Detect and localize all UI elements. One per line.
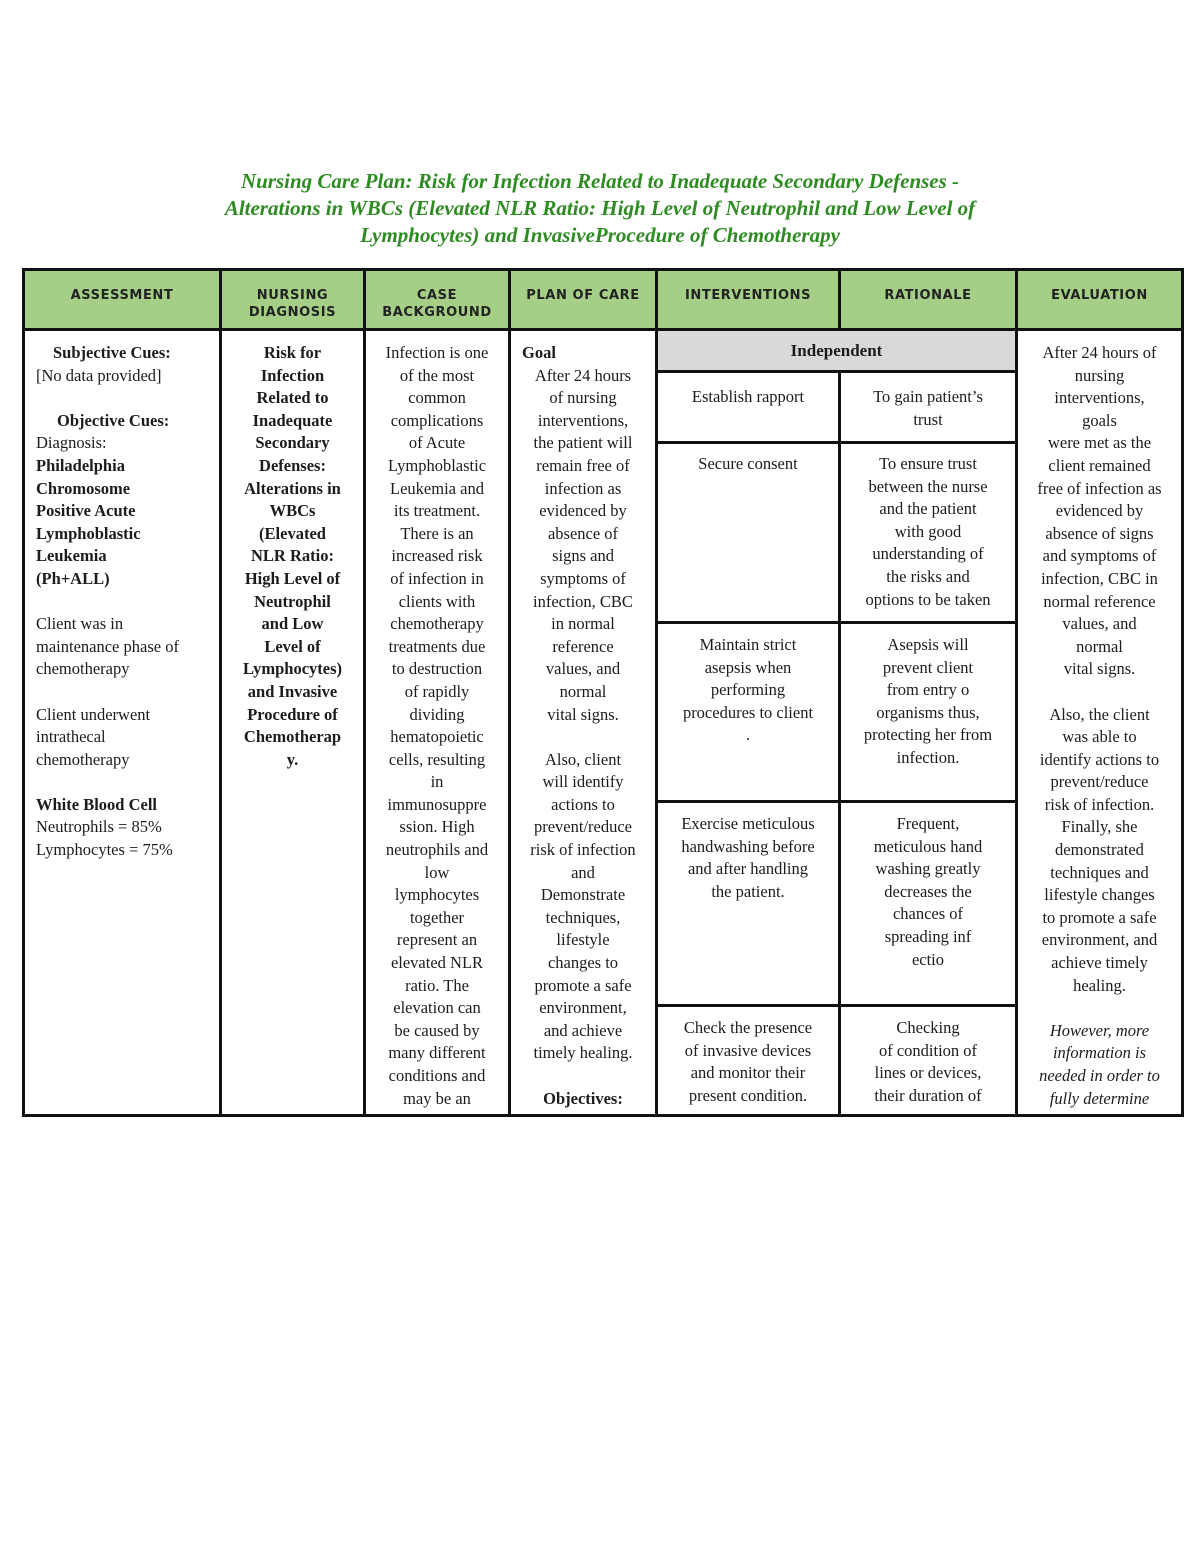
also-text (515, 749, 651, 1065)
text-line: and Invasive (247, 681, 338, 701)
text-line: the patient. (711, 881, 785, 901)
text-line: To ensure trust (879, 454, 977, 473)
intervention-cell (658, 453, 838, 618)
text-line: to destruction (391, 659, 483, 679)
text-line: elevated NLR (390, 953, 484, 973)
assessment-body (25, 331, 219, 1114)
text-line: Secondary (255, 433, 330, 453)
text-line: present condition. (688, 1085, 808, 1105)
text-line: NLR Ratio: (251, 546, 334, 566)
diagnosis-header (222, 271, 363, 331)
text-line: identify actions to (1039, 749, 1160, 769)
plan-of-care-column (511, 271, 658, 1114)
text-line: organisms thus, (876, 702, 980, 722)
neutrophils-value: Neutrophils = 85% (36, 817, 162, 837)
text-line: nursing (1074, 365, 1125, 385)
evaluation-text (1022, 342, 1177, 681)
text-line: many different (388, 1043, 486, 1063)
text-line: achieve timely (1051, 953, 1148, 973)
text-line: values, and (1062, 614, 1137, 634)
text-line: free of infection as (1037, 478, 1162, 498)
text-line: symptoms of (540, 568, 626, 588)
row-divider (658, 621, 1015, 624)
text-line: vital signs. (547, 704, 619, 724)
text-line: timely healing. (533, 1043, 633, 1063)
text-line: Lymphocytes) (243, 659, 342, 679)
row-divider (658, 1004, 1015, 1007)
text-line: Related to (256, 388, 329, 408)
text-line: and monitor their (690, 1063, 806, 1083)
evaluation-note (1022, 1020, 1177, 1110)
text-line: low (424, 862, 450, 882)
text-line: neutrophils and (385, 840, 489, 860)
text-line: Risk for (263, 343, 322, 362)
plan-of-care-header-label: PLAN OF CARE (526, 288, 640, 303)
rationale-cell (841, 386, 1015, 439)
text-line: lifestyle changes (1044, 885, 1155, 905)
page-title (100, 168, 1100, 249)
text-line: procedures to client (682, 702, 814, 722)
subjective-cues-label: Subjective Cues: (53, 343, 171, 362)
text-line: were met as the (1047, 433, 1152, 453)
text-line: Finally, she (1061, 817, 1138, 837)
text-line: Checking (896, 1018, 960, 1037)
text-line: techniques and (1050, 862, 1149, 882)
text-line: Lymphoblastic (36, 523, 141, 543)
text-line: understanding of (872, 544, 984, 564)
goal-label: Goal (522, 343, 556, 362)
text-line: infection, CBC in (1041, 568, 1158, 588)
case-header-line-2: BACKGROUND (382, 305, 492, 320)
text-line: Secure consent (698, 454, 798, 473)
text-line: Leukemia (36, 546, 107, 566)
interventions-header-label: INTERVENTIONS (684, 288, 812, 303)
case-background-column (366, 271, 511, 1114)
text-line: and after handling (687, 859, 809, 879)
wbc-label: White Blood Cell (36, 794, 158, 814)
evaluation-header-label: EVALUATION (1051, 288, 1148, 303)
rationale-header (841, 271, 1015, 331)
text-line: There is an (400, 523, 474, 543)
text-line: Procedure of (247, 704, 338, 724)
text-line: normal reference (1043, 591, 1156, 611)
independent-label: Independent (658, 331, 1015, 373)
text-line: may be an (403, 1088, 471, 1108)
text-line: infection as (544, 478, 622, 498)
text-line: in (430, 772, 444, 792)
text-line: Lymphoblastic (387, 455, 487, 475)
text-line: lymphocytes (394, 885, 480, 905)
text-line: protecting her from (863, 725, 993, 745)
subjective-cues-value: [No data provided] (36, 365, 162, 385)
text-line: Philadelphia (36, 455, 125, 475)
text-line: Also, the client (1049, 704, 1150, 724)
text-line: washing greatly (875, 859, 981, 879)
row-divider (658, 441, 1015, 444)
text-line: options to be taken (865, 589, 991, 609)
title-line-2: Alterations in WBCs (Elevated NLR Ratio: High Level of Neutrophil and Low Level of (224, 196, 976, 220)
text-line: intrathecal (36, 727, 106, 747)
text-line: and the patient (879, 499, 977, 519)
text-line: risk of infection (530, 840, 636, 860)
text-line: After 24 hours of (1042, 343, 1157, 362)
text-line: common (408, 388, 466, 408)
text-line: together (409, 907, 465, 927)
text-line: Neutrophil (254, 591, 331, 611)
evaluation-header (1018, 271, 1181, 331)
text-line: trust (913, 409, 943, 429)
text-line: After 24 hours (534, 365, 632, 385)
text-line: demonstrated (1055, 840, 1144, 860)
text-line: risk of infection. (1044, 794, 1155, 814)
text-line: represent an (396, 930, 478, 950)
text-line: between the nurse (868, 476, 988, 496)
text-line: normal (1076, 636, 1123, 656)
text-line: of invasive devices (684, 1040, 812, 1060)
text-line: complications (390, 410, 484, 430)
assessment-header-label: ASSESSMENT (70, 288, 174, 303)
text-line: increased risk (391, 546, 483, 566)
rationale-cell (841, 813, 1015, 1003)
text-line: fully determine (1049, 1088, 1150, 1108)
interventions-header (658, 271, 841, 331)
case-background-body (366, 331, 508, 1114)
objectives-label: Objectives: (543, 1088, 623, 1108)
text-line: elevation can (393, 998, 481, 1018)
text-line: changes to (547, 953, 619, 973)
text-line: environment, and (1041, 930, 1158, 950)
evaluation-column (1018, 271, 1181, 1114)
rationale-cell (841, 634, 1015, 799)
text-line: healing. (1073, 975, 1126, 995)
text-line: chemotherapy (36, 659, 130, 679)
text-line: Positive Acute (36, 501, 136, 521)
diagnosis-header-line-1: NURSING (256, 288, 329, 303)
case-background-header (366, 271, 508, 331)
text-line: values, and (545, 659, 621, 679)
intrathecal-note (36, 704, 215, 772)
text-line: of rapidly (404, 681, 470, 701)
objective-cues-label: Objective Cues: (57, 410, 170, 430)
text-line: prevent client (882, 657, 974, 677)
text-line: . (745, 725, 751, 745)
text-line: its treatment. (393, 501, 481, 521)
lymphocytes-value: Lymphocytes = 75% (36, 840, 173, 860)
intervention-cell (658, 386, 838, 439)
rationale-header-label: RATIONALE (884, 288, 972, 303)
plan-of-care-body (511, 331, 655, 1114)
text-line: immunosuppre (387, 794, 487, 814)
text-line: WBCs (269, 501, 316, 521)
text-line: spreading inf (884, 926, 972, 946)
title-line-1: Nursing Care Plan: Risk for Infection Related to Inadequate Secondary Defenses - (240, 169, 960, 193)
text-line: Exercise meticulous (681, 814, 815, 833)
text-line: Demonstrate (540, 885, 626, 905)
text-line: of nursing (549, 388, 617, 408)
text-line: remain free of (536, 455, 630, 475)
text-line: Establish rapport (691, 387, 805, 406)
text-line: ssion. High (399, 817, 475, 837)
text-line: interventions, (1054, 388, 1145, 408)
text-line: lifestyle (556, 930, 610, 950)
diagnosis-header-line-2: DIAGNOSIS (248, 305, 337, 320)
rationale-cell (841, 453, 1015, 618)
text-line: conditions and (388, 1066, 486, 1085)
diagnosis-column (222, 271, 366, 1114)
text-line: and symptoms of (1042, 546, 1157, 566)
text-line: chemotherapy (390, 614, 484, 634)
text-line: of the most (399, 365, 475, 385)
assessment-header (25, 271, 219, 331)
text-line: of Acute (408, 433, 466, 453)
text-line: Infection is one (385, 343, 489, 362)
text-line: vital signs. (1063, 659, 1136, 679)
text-line: Defenses: (259, 455, 326, 475)
text-line: promote a safe (534, 975, 632, 995)
text-line: reference (552, 636, 614, 656)
text-line: Client was in (36, 614, 124, 634)
text-line: needed in order to (1039, 1066, 1160, 1085)
text-line: techniques, (545, 907, 621, 927)
text-line: decreases the (884, 881, 972, 901)
text-line: Asepsis will (887, 635, 969, 654)
text-line: Chemotherap (243, 727, 342, 747)
text-line: Maintain strict (699, 635, 797, 654)
text-line: of infection in (390, 568, 484, 588)
care-plan-table (22, 268, 1184, 1117)
text-line: y. (286, 749, 299, 769)
text-line: will identify (542, 772, 624, 792)
text-line: infection, CBC (533, 591, 633, 611)
case-background-text (370, 342, 504, 1110)
diagnosis-list (36, 455, 215, 591)
text-line: prevent/reduce (533, 817, 633, 837)
text-line: in normal (551, 614, 615, 634)
text-line: and achieve (543, 1020, 623, 1040)
interventions-grid (658, 373, 1015, 1114)
interventions-rationale-column (658, 271, 1018, 1114)
text-line: Check the presence (683, 1018, 813, 1037)
text-line: Chromosome (36, 478, 131, 498)
text-line: interventions, (537, 410, 629, 430)
text-line: was able to (1062, 727, 1137, 747)
text-line: absence of signs (1045, 523, 1154, 543)
diagnosis-label: Diagnosis: (36, 433, 107, 453)
text-line: be caused by (394, 1020, 480, 1040)
text-line: and (571, 862, 595, 882)
evaluation-body (1018, 331, 1181, 1114)
text-line: Also, client (544, 749, 622, 769)
row-divider (658, 800, 1015, 803)
text-line: Leukemia and (390, 478, 484, 498)
text-line: hematopoietic (390, 727, 484, 747)
text-line: Client underwent (36, 704, 151, 724)
text-line: to promote a safe (1042, 907, 1157, 927)
text-line: with good (894, 521, 962, 541)
text-line: performing (710, 680, 786, 700)
rationale-cell (841, 1017, 1015, 1117)
text-line: ectio (911, 949, 945, 969)
text-line: maintenance phase of (36, 636, 179, 656)
text-line: (Ph+ALL) (36, 568, 110, 588)
text-line: chances of (892, 904, 964, 924)
text-line: normal (559, 681, 607, 701)
evaluation-also-text (1022, 704, 1177, 998)
text-line: environment, (539, 998, 627, 1018)
text-line: evidenced by (539, 501, 627, 521)
text-line: absence of (547, 523, 619, 543)
text-line: cells, resulting (388, 749, 486, 769)
text-line: treatments due (388, 636, 486, 656)
maintenance-note (36, 613, 215, 681)
text-line: prevent/reduce (1050, 772, 1149, 792)
intervention-cell (658, 813, 838, 1003)
text-line: signs and (552, 546, 614, 566)
intervention-cell (658, 1017, 838, 1117)
text-line: Inadequate (252, 410, 333, 430)
text-line: Infection (260, 365, 325, 385)
text-line: clients with (398, 591, 476, 611)
diagnosis-statement (226, 342, 359, 771)
text-line: dividing (409, 704, 465, 724)
text-line: the patient will (533, 433, 633, 453)
text-line: handwashing before (681, 836, 815, 856)
text-line: infection. (896, 747, 960, 767)
text-line: ratio. The (405, 975, 469, 995)
text-line: information is (1052, 1043, 1147, 1063)
text-line: goals (1082, 410, 1117, 430)
goal-text (515, 365, 651, 727)
case-header-line-1: CASE (416, 288, 458, 303)
text-line: Alterations in (244, 478, 341, 498)
text-line: High Level of (244, 568, 341, 588)
plan-of-care-header (511, 271, 655, 331)
text-line: the risks and (886, 566, 970, 586)
text-line: evidenced by (1055, 501, 1144, 521)
text-line: Level of (264, 636, 321, 656)
text-line: (Elevated (259, 523, 326, 543)
text-line: actions to (551, 794, 615, 814)
text-line: of condition of (878, 1040, 978, 1060)
text-line: meticulous hand (873, 836, 983, 856)
text-line: chemotherapy (36, 749, 130, 769)
text-line: Frequent, (896, 814, 960, 833)
text-line: asepsis when (704, 657, 792, 677)
assessment-column (25, 271, 222, 1114)
diagnosis-body (222, 331, 363, 1114)
text-line: client remained (1048, 455, 1151, 475)
text-line: lines or devices, (874, 1063, 982, 1083)
text-line: However, more (1049, 1020, 1150, 1040)
text-line: To gain patient’s (873, 387, 983, 406)
text-line: and Low (261, 614, 324, 634)
intervention-cell (658, 634, 838, 799)
text-line: their duration of (874, 1085, 982, 1105)
title-line-3: Lymphocytes) and InvasiveProcedure of Chemotherapy (360, 223, 840, 247)
text-line: from entry o (886, 680, 970, 700)
